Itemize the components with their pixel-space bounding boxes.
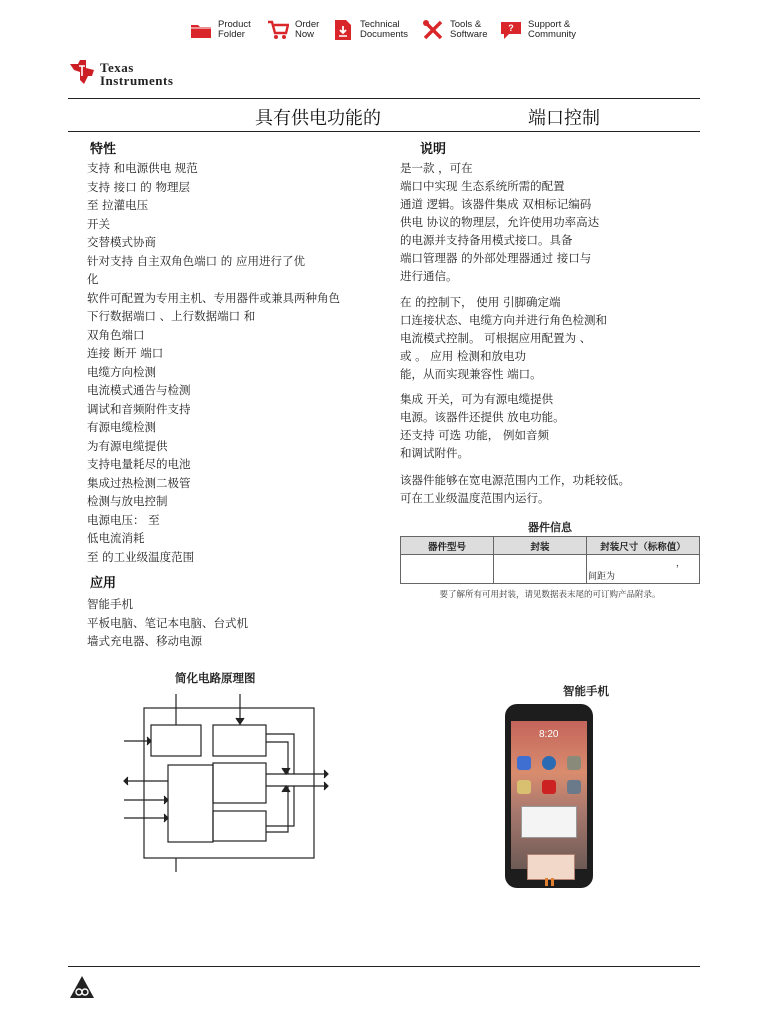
schematic-outline [144, 708, 314, 858]
folder-icon [190, 19, 212, 41]
nav-technical-documents[interactable] [332, 16, 408, 44]
feature-item: 检测与放电控制 [87, 494, 168, 508]
phone-title: 智能手机 [563, 684, 609, 698]
page-title-part2: 端口控制 [528, 108, 600, 129]
phone-chip-box-2 [527, 854, 575, 880]
feature-item: 交替模式协商 [87, 235, 156, 249]
feature-item: 软件可配置为专用主机、专用器件或兼具两种角色 [87, 290, 340, 305]
application-item: 墙式充电器、移动电源 [87, 634, 202, 648]
description-line: 供电 协议的物理层，允许使用功率高达 [400, 215, 600, 229]
description-line: 可在工业级温度范围内运行。 [400, 491, 550, 505]
smartphone-image [505, 704, 593, 888]
nav-tools-software[interactable] [422, 16, 488, 44]
schematic-block-e [213, 811, 266, 841]
description-line: 端口中实现 生态系统所需的配置 [400, 179, 565, 193]
description-line: 口连接状态、电缆方向并进行角色检测和 [400, 313, 607, 327]
nav-product-folder-label: Product Folder [218, 18, 251, 40]
feature-item: 化 [87, 272, 99, 286]
footer-rule [68, 966, 700, 967]
description-heading: 说明 [420, 142, 447, 157]
feature-item: 针对支持 自主双角色端口 的 应用进行了优 [87, 253, 305, 268]
app-icon [567, 780, 581, 794]
description-line: 是一款 ，可在 [400, 161, 473, 175]
features-heading: 特性 [90, 142, 117, 157]
description-line: 电源。该器件还提供 放电功能。 [400, 410, 565, 424]
device-info-col-size: 封装尺寸（标称值） [587, 537, 700, 555]
app-icon [517, 756, 531, 770]
phone-connector [551, 878, 554, 886]
nav-tools-software-label: Tools & Software [450, 18, 488, 40]
feature-item: 有源电缆检测 [87, 420, 156, 434]
device-info-cell-package [494, 555, 587, 584]
nav-order-now-label: Order Now [295, 18, 320, 40]
feature-item: 支持 和电源供电 规范 [87, 161, 198, 175]
feature-item: 连接 断开 端口 [87, 346, 164, 360]
device-info-col-part: 器件型号 [401, 537, 494, 555]
cart-icon [267, 19, 289, 41]
app-icon [542, 780, 556, 794]
schematic-block-c [168, 765, 213, 842]
phone-screen [511, 721, 587, 869]
feature-item: 至 的工业级温度范围 [87, 549, 195, 564]
feature-item: 下行数据端口 、上行数据端口 和 [87, 309, 256, 323]
title-top-rule [68, 98, 700, 99]
description-line: 集成 开关，可为有源电缆提供 [400, 392, 554, 406]
feature-item: 至 拉灌电压 [87, 198, 149, 212]
tools-icon [422, 19, 444, 41]
description-line: 进行通信。 [400, 269, 458, 283]
feature-item: 集成过热检测二极管 [87, 475, 191, 490]
description-line: 还支持 可选 功能， 例如音频 [400, 428, 549, 442]
feature-item: 支持 接口 的 物理层 [87, 179, 190, 194]
description-line: 能，从而实现兼容性 端口。 [400, 367, 542, 381]
application-item: 智能手机 [87, 597, 133, 611]
phone-chip-box-1 [521, 806, 577, 838]
description-line: 或 。 应用 检测和放电功 [400, 349, 526, 363]
schematic-diagram [118, 686, 338, 872]
device-info-col-package: 封装 [494, 537, 587, 555]
description-line: 电流模式控制。 可根据应用配置为 、 [400, 331, 592, 345]
schematic-block-a [151, 725, 201, 756]
chat-icon [500, 19, 522, 41]
globe-icon [542, 756, 556, 770]
device-info-cell-size-text: 间距为 [588, 572, 616, 582]
feature-item: 开关 [87, 216, 110, 231]
logo-texas: Texas [100, 60, 134, 75]
page-title-part1: 具有供电功能的 [255, 108, 381, 129]
device-info-cell-size-mark: ， [675, 559, 685, 569]
schematic-block-d [213, 763, 266, 803]
logo-instruments: Instruments [100, 73, 174, 88]
svg-text:?: ? [508, 23, 514, 33]
feature-item: 电流模式通告与检测 [87, 383, 191, 397]
ti-logo-icon [68, 58, 98, 86]
description-line: 端口管理器 的外部处理器通过 接口与 [400, 251, 592, 265]
feature-item: 双角色端口 [87, 327, 145, 342]
description-line: 在 的控制下， 使用 引脚确定端 [400, 295, 561, 309]
ti-logo [68, 58, 198, 88]
description-line: 和调试附件。 [400, 446, 469, 460]
warning-triangle-icon [69, 975, 95, 999]
nav-order-now[interactable] [267, 16, 319, 44]
description-line: 该器件能够在宽电源范围内工作，功耗较低。 [400, 473, 630, 487]
device-info-header-row [401, 537, 700, 555]
app-icon [567, 756, 581, 770]
description-line: 通道 逻辑。该器件集成 双相标记编码 [400, 197, 592, 211]
nav-technical-documents-label: Technical Documents [360, 18, 409, 40]
applications-heading: 应用 [90, 576, 117, 591]
device-info-table [400, 536, 700, 584]
title-bottom-rule [68, 131, 700, 132]
feature-item: 电缆方向检测 [87, 364, 156, 379]
feature-item: 为有源电缆提供 [87, 438, 168, 453]
device-info-caption: 器件信息 [528, 521, 572, 534]
table-row [401, 555, 700, 584]
device-info-cell-size [587, 555, 700, 584]
schematic-title: 简化电路原理图 [175, 671, 256, 685]
description-line: 的电源并支持备用模式接口。具备 [400, 233, 573, 247]
nav-support-community[interactable] [500, 16, 576, 44]
device-info-footnote: 要了解所有可用封装，请见数据表末尾的可订购产品附录。 [439, 590, 661, 600]
document-icon [332, 19, 354, 41]
feature-item: 低电流消耗 [87, 531, 145, 545]
application-item: 平板电脑、笔记本电脑、台式机 [87, 615, 248, 630]
schematic-block-b [213, 725, 266, 756]
feature-item: 电源电压： 至 [87, 512, 160, 527]
nav-product-folder[interactable] [190, 16, 251, 44]
device-info-cell-part [401, 555, 494, 584]
phone-connector [545, 878, 548, 886]
feature-item: 支持电量耗尽的电池 [87, 457, 191, 471]
feature-item: 调试和音频附件支持 [87, 401, 191, 416]
nav-support-community-label: Support & Community [528, 18, 577, 40]
phone-clock: 8:20 [539, 729, 559, 740]
app-icon [517, 780, 531, 794]
